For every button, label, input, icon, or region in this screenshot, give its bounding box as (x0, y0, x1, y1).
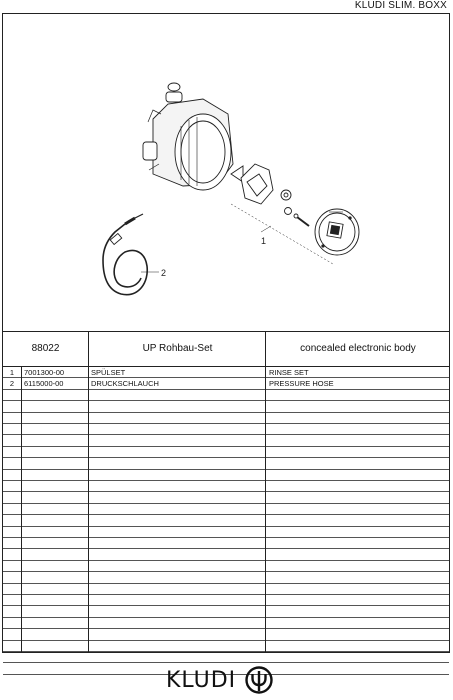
part-article-number: 6115000-00 (24, 379, 64, 389)
empty-table-row (3, 492, 449, 503)
empty-table-row (3, 572, 449, 583)
product-name-en: concealed electronic body (300, 343, 416, 354)
part-position: 1 (9, 368, 15, 377)
empty-table-row (3, 527, 449, 538)
series-title: KLUDI SLIM. BOXX (354, 0, 447, 11)
empty-table-row (3, 401, 449, 412)
empty-table-row (3, 641, 449, 652)
part-position: 2 (9, 379, 15, 389)
part-name-en: PRESSURE HOSE (269, 379, 334, 389)
empty-table-row (3, 606, 449, 617)
empty-table-row (3, 652, 449, 663)
empty-table-row (3, 470, 449, 481)
concealed-body-housing (143, 83, 243, 190)
empty-table-row (3, 390, 449, 401)
empty-table-row (3, 538, 449, 549)
empty-table-row (3, 584, 449, 595)
part-name-de: SPÜLSET (91, 368, 126, 377)
cover-plate (315, 209, 359, 255)
table-row (3, 367, 449, 378)
pressure-hose (103, 214, 159, 295)
product-header-row (3, 331, 449, 367)
empty-table-row (3, 629, 449, 640)
part-name-de: DRUCKSCHLAUCH (91, 379, 159, 389)
empty-table-row (3, 435, 449, 446)
empty-table-row (3, 413, 449, 424)
callout-2: 2 (161, 268, 167, 278)
screw (294, 214, 309, 226)
exploded-view-drawing (3, 14, 449, 331)
spare-parts-sheet (2, 13, 450, 653)
part-article-number: 7001300-00 (24, 368, 65, 377)
empty-table-row (3, 561, 449, 572)
empty-table-row (3, 549, 449, 560)
empty-table-row (3, 447, 449, 458)
table-row (3, 378, 449, 389)
empty-table-row (3, 424, 449, 435)
control-cartridge (241, 164, 292, 215)
product-number: 88022 (31, 343, 60, 354)
product-name-de: UP Rohbau-Set (142, 343, 213, 354)
empty-table-row (3, 618, 449, 629)
kludi-logo-icon (244, 665, 274, 695)
empty-table-row (3, 481, 449, 492)
empty-table-row (3, 595, 449, 606)
brand-name: KLUDI (166, 667, 237, 693)
empty-table-row (3, 504, 449, 515)
empty-table-row (3, 515, 449, 526)
empty-table-row (3, 458, 449, 469)
kludi-logo (166, 666, 274, 694)
part-name-en: RINSE SET (269, 368, 309, 377)
callout-1: 1 (261, 236, 267, 246)
